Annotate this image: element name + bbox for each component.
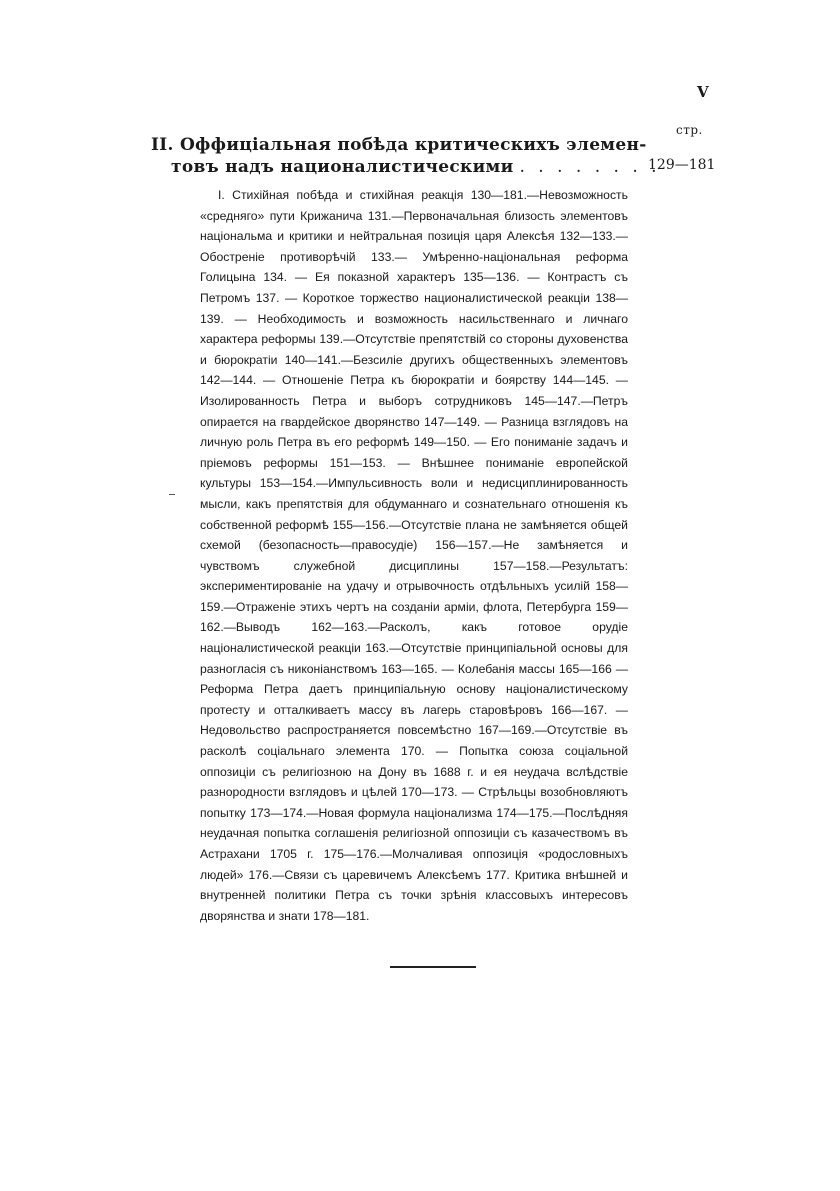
chapter-summary: I. Стихійная побѣда и стихійная реакція 130—181.—Невозможность «средняго» пути Крижанича 131.—Первоначальная близость элементовъ національма и критики и нейтральная позиція царя Алексѣя 132—133.—Обостреніе противорѣчій 133.— Умѣренно-національная реформа Голицына 134. — Ея показной характеръ 135—136. — Контрастъ съ Петромъ 137. — Короткое торжество националистической реакціи 138—139. — Необходимость и возможность насильственнаго и личнаго характера реформы 139.—Отсутствіе препятствій со стороны духовенства и бюрократіи 140—141.—Безсиліе другихъ общественныхъ элементовъ 142—144. — Отношеніе Петра къ бюрократіи и боярству 144—145. — Изолированность Петра и выборъ сотрудниковъ 145—147.—Петръ опирается на гвардейское дворянство 147—149. — Разница взглядовъ на личную роль Петра въ его реформѣ 149—150. — Его пониманіе задачъ и пріемовъ реформы 151—153. — Внѣшнее пониманіе европейской культуры 153—154.—Импульсивность воли и недисциплинированность мысли, какъ препятствія для обдуманнаго и сознательнаго отношенія къ собственной реформѣ 155—156.—Отсутствіе плана не замѣняется общей схемой (безопасность—правосудіе) 156—157.—Не замѣняется и чувствомъ служебной дисциплины 157—158.—Результатъ: экспериментированіе на удачу и отрывочность отдѣльныхъ усилій 158—159.—Отраженіе этихъ чертъ на созданіи арміи, флота, Петербурга 159—162.—Выводъ 162—163.—Расколъ, какъ готовое орудіе націоналистической реакціи 163.—Отсутствіе принципіальной основы для разногласія съ никоніанствомъ 163—165. — Колебанія массы 165—166 —Реформа Петра даетъ принципіальную основу націоналистическому протесту и отталкиваетъ массу въ лагерь старовѣровъ 166—167. — Недовольство распространяется повсемѣстно 167—169.—Отсутствіе въ расколѣ соціальнаго элемента 170. — Попытка союза соціальной оппозиціи съ религіозною на Дону въ 1688 г. и ея неудача вслѣдствіе разнородности взглядовъ и цѣлей 170—173. — Стрѣльцы возобновляютъ попытку 173—174.—Новая формула націонализма 174—175.—Послѣдняя неудачная попытка соглашенія религіозной оппозиціи съ казачествомъ въ Астрахани 1705 г. 175—176.—Молчаливая оппозиція «родословныхъ людей» 176.—Связи съ царевичемъ Алексѣемъ 177. Критика внѣшней и внутренней политики Петра съ точки зрѣнія классовыхъ интересовъ дворянства и знати 178—181. — [200, 188, 628, 923]
pages-column-label: стр. — [676, 123, 703, 137]
chapter-heading — [151, 134, 661, 178]
chapter-heading-line1: II. Оффиціальная побѣда критическихъ элемен- — [151, 135, 647, 155]
page-number: V — [697, 83, 709, 101]
chapter-page-range: 129—181 — [648, 157, 716, 173]
chapter-heading-line2 — [151, 156, 661, 178]
margin-mark — [169, 494, 175, 495]
end-rule-divider — [390, 966, 476, 968]
leader-dots: . . . . . . . . — [519, 157, 661, 177]
chapter-heading-line2-text: товъ надъ националистическими — [171, 157, 514, 177]
